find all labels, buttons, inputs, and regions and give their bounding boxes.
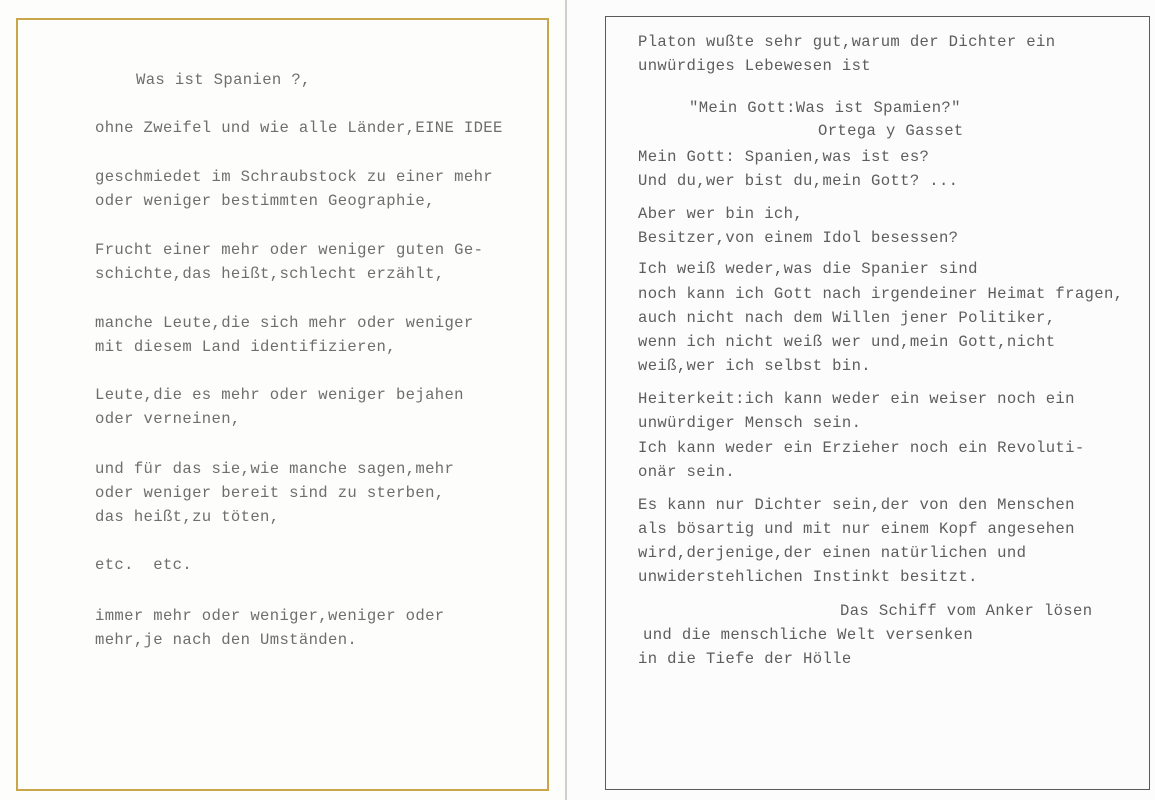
right-line: onär sein.	[638, 463, 736, 481]
right-line: Platon wußte sehr gut,warum der Dichter ein	[638, 33, 1056, 51]
right-line: unwürdiges Lebewesen ist	[638, 57, 871, 75]
right-line: Ortega y Gasset	[818, 122, 964, 140]
right-line: Heiterkeit:ich kann weder ein weiser noch ein	[638, 390, 1075, 408]
right-line: Ich kann weder ein Erzieher noch ein Revoluti-	[638, 439, 1085, 457]
right-line: auch nicht nach dem Willen jener Politiker,	[638, 309, 1056, 327]
right-line: unwürdiger Mensch sein.	[638, 414, 862, 432]
left-line: mehr,je nach den Umständen.	[95, 631, 358, 649]
right-line: Das Schiff vom Anker lösen	[840, 602, 1093, 620]
left-line: und für das sie,wie manche sagen,mehr	[95, 460, 455, 478]
right-line: noch kann ich Gott nach irgendeiner Heimat fragen,	[638, 285, 1124, 303]
left-line: manche Leute,die sich mehr oder weniger	[95, 314, 474, 332]
right-page	[567, 0, 1155, 800]
left-page	[0, 0, 565, 800]
left-line: mit diesem Land identifizieren,	[95, 338, 396, 356]
left-line: oder verneinen,	[95, 410, 241, 428]
right-line: Mein Gott: Spanien,was ist es?	[638, 148, 930, 166]
right-line: Besitzer,von einem Idol besessen?	[638, 229, 959, 247]
right-line: "Mein Gott:Was ist Spamien?"	[689, 99, 961, 117]
right-line: als bösartig und mit nur einem Kopf angesehen	[638, 520, 1075, 538]
right-line: weiß,wer ich selbst bin.	[638, 357, 871, 375]
left-line: etc. etc.	[95, 556, 193, 574]
left-line: Leute,die es mehr oder weniger bejahen	[95, 386, 464, 404]
left-line: geschmiedet im Schraubstock zu einer mehr	[95, 168, 494, 186]
left-line: das heißt,zu töten,	[95, 508, 280, 526]
right-line: Es kann nur Dichter sein,der von den Menschen	[638, 496, 1075, 514]
right-line: in die Tiefe der Hölle	[638, 650, 852, 668]
left-line: ohne Zweifel und wie alle Länder,EINE IDEE	[95, 119, 503, 137]
right-line: Und du,wer bist du,mein Gott? ...	[638, 172, 959, 190]
left-line: oder weniger bestimmten Geographie,	[95, 192, 435, 210]
right-line: unwiderstehlichen Instinkt besitzt.	[638, 568, 978, 586]
left-line: schichte,das heißt,schlecht erzählt,	[95, 265, 445, 283]
left-line: oder weniger bereit sind zu sterben,	[95, 484, 445, 502]
right-line: wird,derjenige,der einen natürlichen und	[638, 544, 1027, 562]
right-line: Aber wer bin ich,	[638, 205, 804, 223]
left-line: Frucht einer mehr oder weniger guten Ge-	[95, 241, 484, 259]
right-line: Ich weiß weder,was die Spanier sind	[638, 260, 978, 278]
left-line: immer mehr oder weniger,weniger oder	[95, 607, 445, 625]
right-line: und die menschliche Welt versenken	[643, 626, 974, 644]
right-line: wenn ich nicht weiß wer und,mein Gott,nicht	[638, 333, 1056, 351]
left-line: Was ist Spanien ?,	[136, 71, 311, 89]
